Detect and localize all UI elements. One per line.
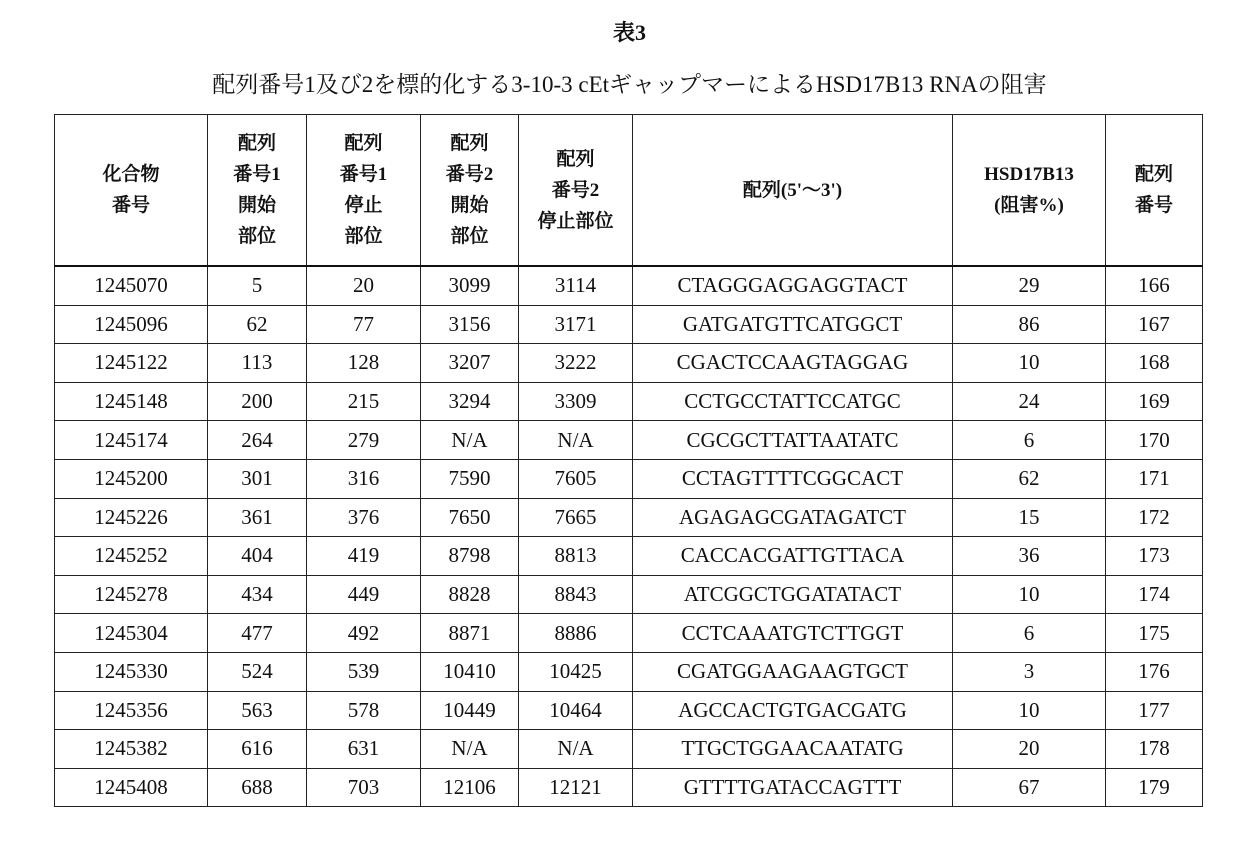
- cell-seq2-start-site: 12106: [421, 768, 519, 807]
- cell-seq1-stop-site: 376: [307, 498, 421, 537]
- cell-inhibition-percent: 62: [953, 459, 1106, 498]
- table-row: [55, 691, 1203, 730]
- cell-sequence: TTGCTGGAACAATATG: [633, 730, 953, 769]
- cell-seq1-start-site: 301: [208, 459, 307, 498]
- cell-seq1-start-site: 62: [208, 305, 307, 344]
- cell-seq-id-number: 174: [1106, 575, 1203, 614]
- header-sequence: 配列(5'〜3'): [633, 115, 953, 267]
- data-table: [54, 114, 1203, 807]
- cell-inhibition-percent: 6: [953, 421, 1106, 460]
- cell-compound-number: 1245122: [55, 344, 208, 383]
- cell-sequence: GTTTTGATACCAGTTT: [633, 768, 953, 807]
- cell-seq2-start-site: 8871: [421, 614, 519, 653]
- table-row: [55, 344, 1203, 383]
- cell-seq2-stop-site: 3171: [519, 305, 633, 344]
- table-title: 表3: [612, 20, 646, 45]
- cell-seq2-stop-site: 3222: [519, 344, 633, 383]
- table-row: [55, 498, 1203, 537]
- cell-seq1-stop-site: 215: [307, 382, 421, 421]
- cell-compound-number: 1245070: [55, 266, 208, 305]
- table-body: [55, 266, 1203, 807]
- table-row: [55, 421, 1203, 460]
- cell-inhibition-percent: 29: [953, 266, 1106, 305]
- table-row: [55, 266, 1203, 305]
- cell-compound-number: 1245356: [55, 691, 208, 730]
- cell-inhibition-percent: 10: [953, 691, 1106, 730]
- cell-seq2-start-site: N/A: [421, 421, 519, 460]
- cell-compound-number: 1245304: [55, 614, 208, 653]
- cell-compound-number: 1245200: [55, 459, 208, 498]
- cell-seq1-stop-site: 279: [307, 421, 421, 460]
- cell-seq2-stop-site: 8886: [519, 614, 633, 653]
- cell-seq-id-number: 173: [1106, 537, 1203, 576]
- table-row: [55, 768, 1203, 807]
- cell-seq2-start-site: 7590: [421, 459, 519, 498]
- cell-sequence: CCTAGTTTTCGGCACT: [633, 459, 953, 498]
- cell-compound-number: 1245278: [55, 575, 208, 614]
- cell-seq2-stop-site: 8843: [519, 575, 633, 614]
- cell-seq1-start-site: 688: [208, 768, 307, 807]
- cell-seq1-start-site: 5: [208, 266, 307, 305]
- table-row: [55, 537, 1203, 576]
- cell-seq-id-number: 175: [1106, 614, 1203, 653]
- header-inhibition-percent: HSD17B13 (阻害%): [953, 115, 1106, 267]
- cell-sequence: ATCGGCTGGATATACT: [633, 575, 953, 614]
- cell-seq2-stop-site: N/A: [519, 730, 633, 769]
- cell-seq-id-number: 167: [1106, 305, 1203, 344]
- cell-sequence: CGACTCCAAGTAGGAG: [633, 344, 953, 383]
- cell-seq1-stop-site: 449: [307, 575, 421, 614]
- cell-seq-id-number: 170: [1106, 421, 1203, 460]
- cell-seq1-stop-site: 419: [307, 537, 421, 576]
- cell-seq2-stop-site: N/A: [519, 421, 633, 460]
- table-row: [55, 652, 1203, 691]
- cell-seq-id-number: 168: [1106, 344, 1203, 383]
- cell-seq2-start-site: 7650: [421, 498, 519, 537]
- cell-seq2-stop-site: 8813: [519, 537, 633, 576]
- cell-inhibition-percent: 6: [953, 614, 1106, 653]
- cell-compound-number: 1245174: [55, 421, 208, 460]
- cell-seq2-stop-site: 3309: [519, 382, 633, 421]
- cell-sequence: CCTGCCTATTCCATGC: [633, 382, 953, 421]
- cell-seq2-start-site: 3156: [421, 305, 519, 344]
- cell-sequence: AGAGAGCGATAGATCT: [633, 498, 953, 537]
- cell-seq1-start-site: 200: [208, 382, 307, 421]
- cell-inhibition-percent: 15: [953, 498, 1106, 537]
- cell-seq1-start-site: 477: [208, 614, 307, 653]
- cell-sequence: CCTCAAATGTCTTGGT: [633, 614, 953, 653]
- header-row: [55, 115, 1203, 267]
- cell-seq2-start-site: 3294: [421, 382, 519, 421]
- cell-seq-id-number: 166: [1106, 266, 1203, 305]
- cell-compound-number: 1245096: [55, 305, 208, 344]
- cell-sequence: CGATGGAAGAAGTGCT: [633, 652, 953, 691]
- cell-seq2-stop-site: 7665: [519, 498, 633, 537]
- table-caption: 配列番号1及び2を標的化する3-10-3 cEtギャップマーによるHSD17B13 RNAの阻害: [212, 72, 1047, 97]
- cell-seq1-start-site: 434: [208, 575, 307, 614]
- cell-seq1-start-site: 616: [208, 730, 307, 769]
- cell-seq1-start-site: 524: [208, 652, 307, 691]
- cell-seq-id-number: 176: [1106, 652, 1203, 691]
- cell-seq1-start-site: 563: [208, 691, 307, 730]
- table-row: [55, 459, 1203, 498]
- header-seq-id-number: 配列 番号: [1106, 115, 1203, 267]
- cell-seq2-start-site: N/A: [421, 730, 519, 769]
- cell-seq2-stop-site: 7605: [519, 459, 633, 498]
- cell-seq1-stop-site: 492: [307, 614, 421, 653]
- cell-sequence: CTAGGGAGGAGGTACT: [633, 266, 953, 305]
- table-row: [55, 305, 1203, 344]
- cell-seq2-start-site: 8798: [421, 537, 519, 576]
- cell-sequence: CGCGCTTATTAATATC: [633, 421, 953, 460]
- cell-seq-id-number: 172: [1106, 498, 1203, 537]
- cell-compound-number: 1245252: [55, 537, 208, 576]
- cell-seq-id-number: 177: [1106, 691, 1203, 730]
- header-seq2-start-site: 配列 番号2 開始 部位: [421, 115, 519, 267]
- header-compound-number: 化合物 番号: [55, 115, 208, 267]
- cell-seq2-stop-site: 3114: [519, 266, 633, 305]
- cell-inhibition-percent: 3: [953, 652, 1106, 691]
- cell-compound-number: 1245408: [55, 768, 208, 807]
- table-row: [55, 382, 1203, 421]
- cell-sequence: CACCACGATTGTTACA: [633, 537, 953, 576]
- header-seq1-stop-site: 配列 番号1 停止 部位: [307, 115, 421, 267]
- table-row: [55, 575, 1203, 614]
- cell-sequence: GATGATGTTCATGGCT: [633, 305, 953, 344]
- cell-sequence: AGCCACTGTGACGATG: [633, 691, 953, 730]
- cell-seq2-start-site: 3207: [421, 344, 519, 383]
- cell-seq1-stop-site: 20: [307, 266, 421, 305]
- cell-seq2-start-site: 3099: [421, 266, 519, 305]
- cell-compound-number: 1245148: [55, 382, 208, 421]
- cell-seq1-start-site: 404: [208, 537, 307, 576]
- cell-inhibition-percent: 10: [953, 344, 1106, 383]
- cell-seq1-start-site: 113: [208, 344, 307, 383]
- cell-seq1-stop-site: 631: [307, 730, 421, 769]
- cell-seq1-stop-site: 578: [307, 691, 421, 730]
- cell-seq-id-number: 178: [1106, 730, 1203, 769]
- cell-seq1-stop-site: 128: [307, 344, 421, 383]
- cell-inhibition-percent: 86: [953, 305, 1106, 344]
- cell-seq2-stop-site: 10425: [519, 652, 633, 691]
- cell-seq2-stop-site: 10464: [519, 691, 633, 730]
- cell-seq2-start-site: 8828: [421, 575, 519, 614]
- cell-seq-id-number: 179: [1106, 768, 1203, 807]
- cell-seq-id-number: 169: [1106, 382, 1203, 421]
- cell-inhibition-percent: 24: [953, 382, 1106, 421]
- cell-seq1-stop-site: 316: [307, 459, 421, 498]
- cell-seq2-stop-site: 12121: [519, 768, 633, 807]
- cell-compound-number: 1245382: [55, 730, 208, 769]
- cell-compound-number: 1245226: [55, 498, 208, 537]
- cell-compound-number: 1245330: [55, 652, 208, 691]
- cell-inhibition-percent: 20: [953, 730, 1106, 769]
- cell-inhibition-percent: 10: [953, 575, 1106, 614]
- cell-inhibition-percent: 36: [953, 537, 1106, 576]
- cell-seq2-start-site: 10449: [421, 691, 519, 730]
- header-seq1-start-site: 配列 番号1 開始 部位: [208, 115, 307, 267]
- table-row: [55, 614, 1203, 653]
- cell-seq1-start-site: 264: [208, 421, 307, 460]
- cell-inhibition-percent: 67: [953, 768, 1106, 807]
- cell-seq1-stop-site: 703: [307, 768, 421, 807]
- cell-seq-id-number: 171: [1106, 459, 1203, 498]
- header-seq2-stop-site: 配列 番号2 停止部位: [519, 115, 633, 267]
- cell-seq2-start-site: 10410: [421, 652, 519, 691]
- cell-seq1-stop-site: 77: [307, 305, 421, 344]
- cell-seq1-start-site: 361: [208, 498, 307, 537]
- table-row: [55, 730, 1203, 769]
- cell-seq1-stop-site: 539: [307, 652, 421, 691]
